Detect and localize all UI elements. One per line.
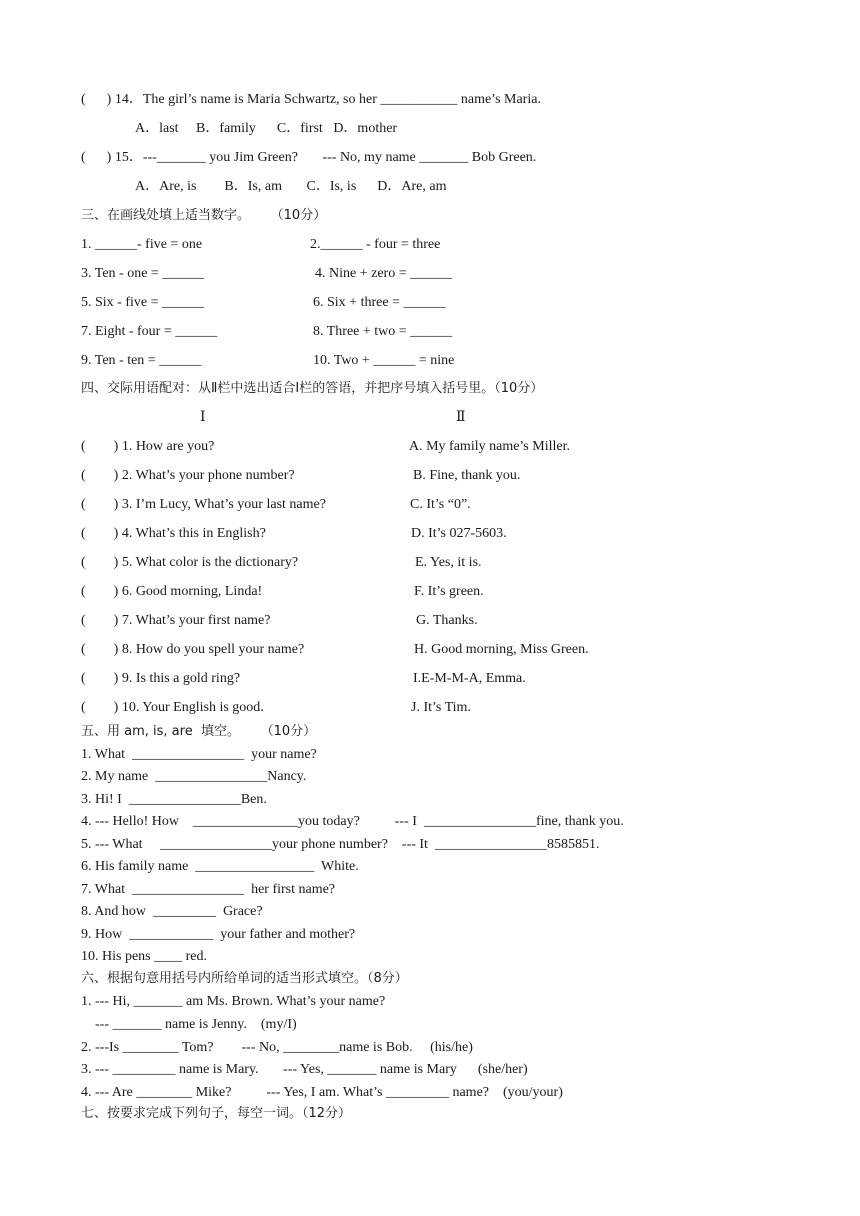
fill-line-6: 6. His family name _________________ White. <box>81 859 359 874</box>
form-line-3: 3. --- _________ name is Mary. --- Yes, _______ name is Mary (she/her) <box>81 1062 528 1077</box>
match-answer-f: F. It’s green. <box>414 584 484 599</box>
fill-line-5: 5. --- What ________________your phone number? --- It ________________8585851. <box>81 837 600 852</box>
section-4-title: 四、交际用语配对：从Ⅱ栏中选出适合Ⅰ栏的答语，并把序号填入括号里。（10分） <box>81 381 544 396</box>
section-3-row-4-right: 8. Three + two = ______ <box>313 324 453 339</box>
form-line-1-reply: --- _______ name is Jenny. (my/I) <box>81 1017 297 1032</box>
match-question-2: ( ) 2. What’s your phone number? <box>81 468 295 483</box>
match-answer-d: D. It’s 027-5603. <box>411 526 507 541</box>
fill-line-9: 9. How ____________ your father and mother? <box>81 927 356 942</box>
match-question-3: ( ) 3. I’m Lucy, What’s your last name? <box>81 497 326 512</box>
fill-line-7: 7. What ________________ her first name? <box>81 882 336 897</box>
match-question-6: ( ) 6. Good morning, Linda! <box>81 584 263 599</box>
match-question-7: ( ) 7. What’s your first name? <box>81 613 271 628</box>
section-3-row-5-right: 10. Two + ______ = nine <box>313 353 455 368</box>
section-3-row-3-left: 5. Six - five = ______ <box>81 295 204 310</box>
fill-line-10: 10. His pens ____ red. <box>81 949 207 964</box>
section-3-title: 三、在画线处填上适当数字。 （10分） <box>81 208 327 223</box>
match-answer-b: B. Fine, thank you. <box>413 468 521 483</box>
section-7-title: 七、按要求完成下列句子，每空一词。（12分） <box>81 1106 352 1121</box>
match-answer-h: H. Good morning, Miss Green. <box>414 642 589 657</box>
match-question-9: ( ) 9. Is this a gold ring? <box>81 671 241 686</box>
match-question-8: ( ) 8. How do you spell your name? <box>81 642 305 657</box>
question-14: ( ) 14．The girl’s name is Maria Schwartz, so her ___________ name’s Maria. <box>81 92 541 107</box>
question-14-options: A．last B．family C．first D．mother <box>135 121 398 136</box>
match-answer-j: J. It’s Tim. <box>411 700 471 715</box>
match-question-4: ( ) 4. What’s this in English? <box>81 526 266 541</box>
column-2-header: Ⅱ <box>456 410 466 425</box>
section-3-row-3-right: 6. Six + three = ______ <box>313 295 446 310</box>
fill-line-8: 8. And how _________ Grace? <box>81 904 263 919</box>
match-question-5: ( ) 5. What color is the dictionary? <box>81 555 299 570</box>
section-3-row-1-left: 1. ______- five = one <box>81 237 203 252</box>
fill-line-3: 3. Hi! I ________________Ben. <box>81 792 267 807</box>
match-answer-c: C. It’s “0”. <box>410 497 471 512</box>
match-question-1: ( ) 1. How are you? <box>81 439 215 454</box>
match-answer-a: A. My family name’s Miller. <box>409 439 570 454</box>
match-answer-i: I.E-M-M-A, Emma. <box>413 671 526 686</box>
match-answer-e: E. Yes, it is. <box>415 555 482 570</box>
column-1-header: Ⅰ <box>200 410 206 425</box>
match-answer-g: G. Thanks. <box>416 613 478 628</box>
match-question-10: ( ) 10. Your English is good. <box>81 700 264 715</box>
form-line-2: 2. ---Is ________ Tom? --- No, ________name is Bob. (his/he) <box>81 1040 473 1055</box>
fill-line-4: 4. --- Hello! How _______________you today? --- I ________________fine, thank you. <box>81 814 624 829</box>
section-3-row-2-right: 4. Nine + zero = ______ <box>315 266 453 281</box>
fill-line-1: 1. What ________________ your name? <box>81 747 317 762</box>
section-3-row-4-left: 7. Eight - four = ______ <box>81 324 218 339</box>
section-6-title: 六、根据句意用括号内所给单词的适当形式填空。（8分） <box>81 971 408 986</box>
question-15: ( ) 15．---_______ you Jim Green? --- No, my name _______ Bob Green. <box>81 150 537 165</box>
section-3-row-2-left: 3. Ten - one = ______ <box>81 266 205 281</box>
section-5-title: 五、用 am, is, are 填空。 （10分） <box>81 724 317 739</box>
section-3-row-5-left: 9. Ten - ten = ______ <box>81 353 202 368</box>
form-line-1: 1. --- Hi, _______ am Ms. Brown. What’s your name? <box>81 994 386 1009</box>
form-line-4: 4. --- Are ________ Mike? --- Yes, I am. What’s _________ name? (you/your) <box>81 1085 563 1100</box>
section-3-row-1-right: 2.______ - four = three <box>310 237 441 252</box>
fill-line-2: 2. My name ________________Nancy. <box>81 769 307 784</box>
question-15-options: A．Are, is B．Is, am C．Is, is D．Are, am <box>135 179 447 194</box>
